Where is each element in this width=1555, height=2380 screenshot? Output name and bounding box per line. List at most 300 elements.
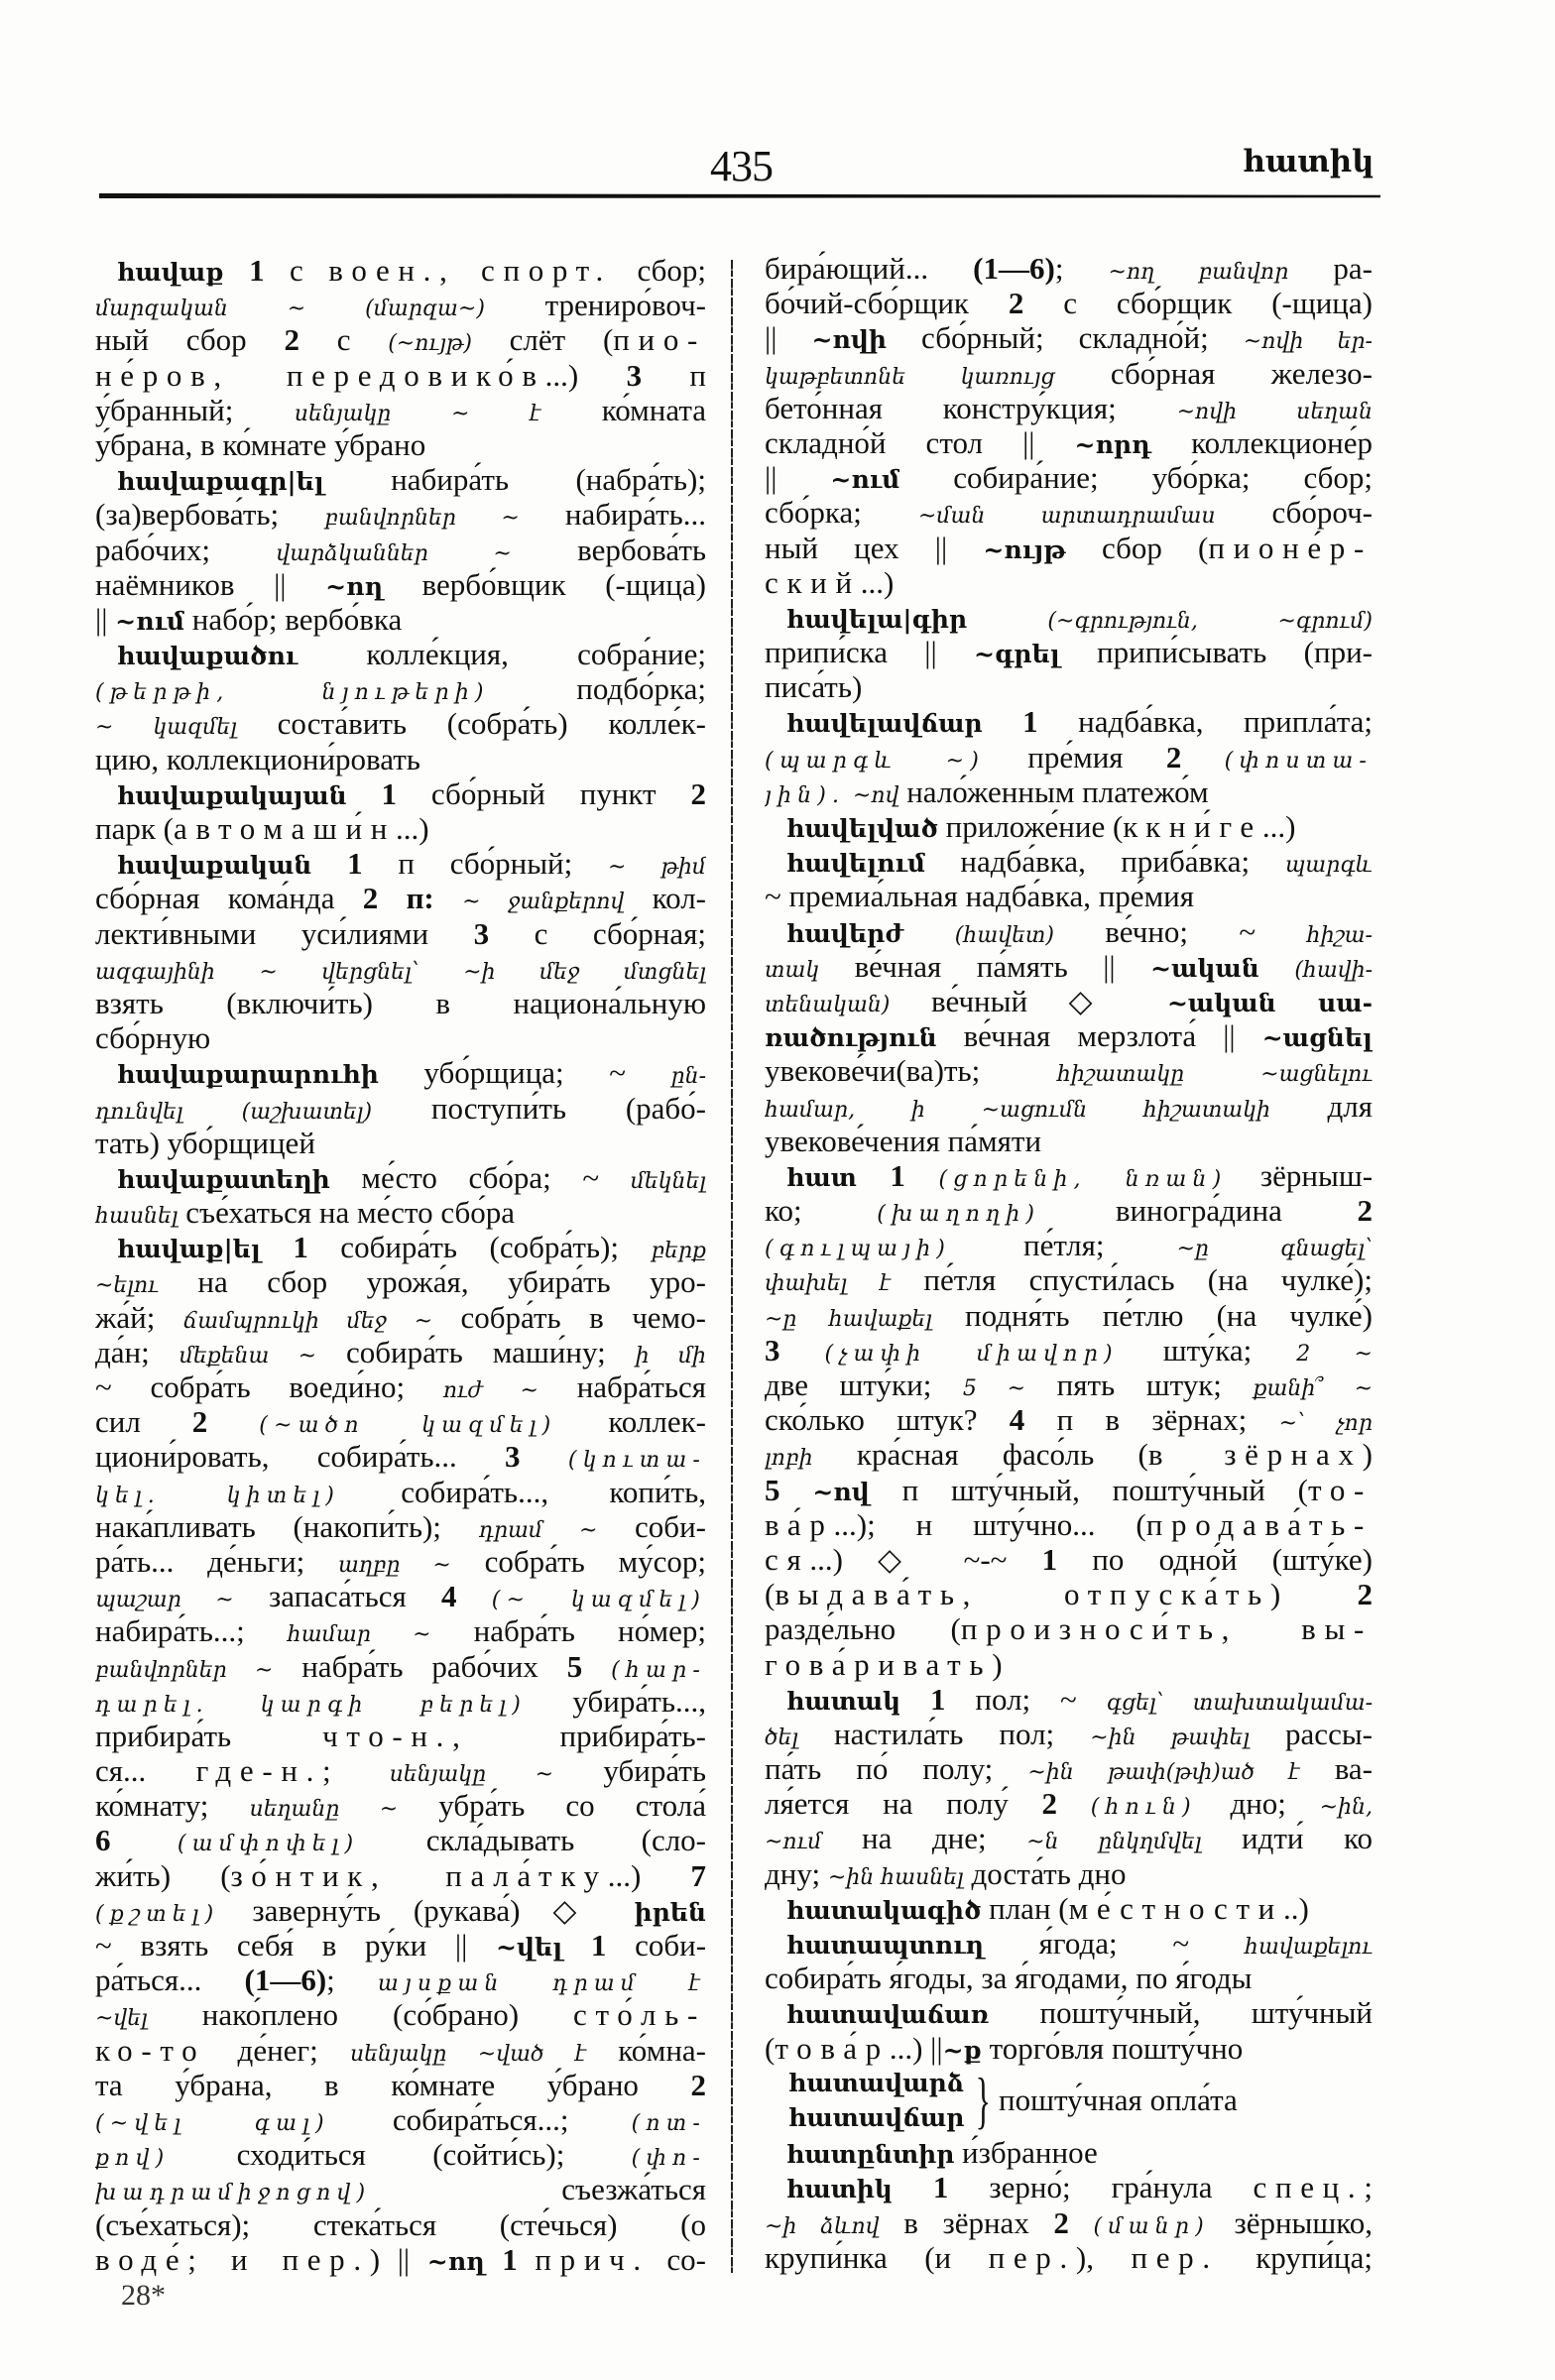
translation-text: на сбор урожа́я, убира́ть уро- xyxy=(158,1264,706,1300)
text-line xyxy=(765,2205,1373,2240)
spaced-text: ко-то xyxy=(95,2032,206,2068)
entry-first-line xyxy=(95,1230,706,1264)
headword: հավաքարարուհի xyxy=(117,1060,379,1090)
translation-text xyxy=(457,1579,492,1613)
text-line xyxy=(95,706,706,741)
text-line xyxy=(95,1369,706,1404)
translation-text: ( xyxy=(765,2030,776,2066)
translation-text: съезжа́ться xyxy=(371,2172,706,2207)
headword: իրեն xyxy=(634,1897,706,1927)
armenian-gloss: (ամփոփել) xyxy=(177,1832,360,1857)
translation-text: взять (включи́ть) в национа́льную xyxy=(95,985,706,1020)
sense-number: 2 xyxy=(191,1404,208,1440)
text-line xyxy=(95,1509,706,1544)
translation-text: сбо́рный пункт xyxy=(397,775,691,811)
translation-text: у́бранный; xyxy=(95,392,295,427)
spaced-text: воде́; и пер. xyxy=(95,2241,370,2277)
entry-first-line xyxy=(95,253,706,288)
sense-number: (1—6) xyxy=(244,1963,327,1998)
translation-text: собра́ть в чемо- xyxy=(432,1299,706,1335)
translation-text: па́ть по́ полу; xyxy=(765,1751,1028,1787)
translation-text: приложе́ние (к xyxy=(937,809,1146,844)
sense-number: 3 xyxy=(765,1332,780,1368)
armenian-example: ~ին հասնել xyxy=(827,1864,964,1890)
headword: ~ք xyxy=(942,2035,982,2065)
armenian-example: (հավետ) xyxy=(954,922,1054,948)
translation-text: с xyxy=(299,322,389,358)
translation-text: убира́ть..., xyxy=(526,1683,706,1719)
spaced-text: ме́стности xyxy=(1068,1890,1283,1926)
text-line xyxy=(95,1963,706,1997)
armenian-example: ուժ ~ xyxy=(442,1378,538,1403)
text-line xyxy=(95,1613,706,1648)
translation-text: цию, коллекциони́ровать xyxy=(95,741,420,776)
translation-text: надба́вка, приба́вка; xyxy=(924,844,1285,880)
translation-text: п xyxy=(642,357,706,393)
translation-text: ...) ◇ ~-~ xyxy=(809,1541,1042,1577)
text-line xyxy=(95,1893,706,1928)
text-line xyxy=(95,602,706,637)
spaced-text: пер. xyxy=(1131,2239,1219,2275)
armenian-example: ~ կազմել xyxy=(95,715,237,741)
translation-text: ся... xyxy=(95,1753,196,1789)
translation-text xyxy=(903,914,954,949)
text-line xyxy=(95,288,706,322)
spaced-text: в зёрнах xyxy=(1147,1437,1363,1473)
headword: հավերժ xyxy=(786,918,904,948)
text-line xyxy=(95,2242,706,2277)
translation-text: || xyxy=(95,601,116,637)
armenian-example: մեքենա ~ xyxy=(179,1343,317,1368)
headword: ~ույթ xyxy=(983,535,1066,564)
translation-text: ...) xyxy=(860,564,895,600)
headword: հավելում xyxy=(786,849,925,879)
text-line xyxy=(95,1264,706,1299)
translation-text: ) xyxy=(1269,1577,1358,1612)
brace-icon: } xyxy=(975,2065,992,2135)
text-line xyxy=(765,251,1373,286)
headword: հավաքական xyxy=(117,851,312,881)
spaced-text: продава́ть- xyxy=(1145,1506,1373,1542)
text-line xyxy=(95,811,706,846)
translation-text: пол; ~ xyxy=(945,1681,1107,1717)
translation-text: жа́й; xyxy=(95,1299,183,1335)
headword: հավաքագր|ել xyxy=(117,467,324,497)
sense-number: 1 xyxy=(311,846,363,882)
headword: հատավարձ xyxy=(788,2068,964,2097)
translation-text: припи́ска || xyxy=(765,635,975,670)
spaced-text: спорт. xyxy=(481,253,612,288)
translation-text: сбо́рка; xyxy=(765,495,918,531)
armenian-example: ~ովի եր- xyxy=(1243,329,1373,355)
text-line xyxy=(765,565,1373,600)
text-line xyxy=(765,984,1373,1018)
headword: ~ում xyxy=(115,606,184,636)
translation-text: ве́чная па́мять || xyxy=(819,948,1151,984)
translation-text: пошту́чная опла́та xyxy=(999,2082,1238,2118)
text-line xyxy=(765,1751,1373,1786)
entry-first-line xyxy=(765,2135,1373,2170)
translation-text: дно; xyxy=(1196,1786,1320,1822)
translation-text: виногра́дина xyxy=(1040,1193,1358,1229)
headword: հավաքատեղի xyxy=(117,1164,330,1194)
translation-text: ра́ться... xyxy=(95,1963,245,1998)
armenian-example: համար, ի ~ացումն հիշատակի xyxy=(765,1097,1270,1123)
translation-text: колле́кция, собра́ние; xyxy=(298,637,706,672)
armenian-gloss: (ոտ- xyxy=(631,2110,706,2136)
translation-text: собира́ть..., копи́ть, xyxy=(339,1474,706,1509)
armenian-example: ~ը գնացել՝ xyxy=(1176,1237,1373,1262)
text-line xyxy=(765,1228,1373,1262)
sense-number: 5 xyxy=(765,1472,780,1507)
armenian-gloss: (փո- xyxy=(631,2146,706,2172)
headword: ~ում xyxy=(830,465,900,495)
translation-text: ва- xyxy=(1299,1751,1373,1787)
armenian-example: ~ին թափել xyxy=(1090,1725,1251,1750)
armenian-example: ըն- xyxy=(670,1064,706,1090)
translation-text: план ( xyxy=(981,1890,1069,1926)
text-line xyxy=(95,1858,706,1893)
translation-text: зерно́; гра́нула xyxy=(948,2170,1254,2205)
translation-text: собира́ться...; xyxy=(329,2101,632,2137)
header-rule xyxy=(99,193,1380,198)
sense-number: 2 xyxy=(1041,1786,1058,1822)
armenian-example: (հավի- xyxy=(1294,957,1373,983)
translation-text: циони́ровать, собира́ть... xyxy=(95,1439,506,1475)
entry-first-line xyxy=(765,1158,1373,1193)
translation-text: вербова́ть xyxy=(511,532,706,567)
translation-text: бо́чий-сбо́рщик xyxy=(765,286,1009,321)
translation-text: ный сбор xyxy=(95,322,285,358)
translation-text: съе́хаться на ме́сто сбо́ра xyxy=(178,1195,515,1231)
translation-text: сбо́рный; складно́й; xyxy=(887,320,1244,356)
text-line xyxy=(765,2240,1373,2275)
entry-first-line xyxy=(765,704,1373,739)
sense-number: 2 п: xyxy=(362,881,434,916)
armenian-gloss: (չափի միավոր) xyxy=(824,1341,1119,1367)
translation-text: ко́мна- xyxy=(586,2032,706,2068)
text-line xyxy=(95,1788,706,1823)
armenian-example: 5 ~ xyxy=(962,1376,1026,1401)
text-line xyxy=(765,460,1373,495)
sense-number: 1 xyxy=(856,1157,905,1193)
armenian-example: աղբը ~ xyxy=(338,1552,451,1578)
text-line xyxy=(765,1473,1373,1507)
translation-text: убо́рщица; ~ xyxy=(378,1055,671,1091)
translation-text: кра́сная фасо́ль ( xyxy=(812,1437,1148,1473)
text-line xyxy=(95,1719,706,1753)
headword: հավաքածու xyxy=(117,642,299,671)
page-number: 435 xyxy=(710,142,773,190)
translation-text: скла́дывать (сло- xyxy=(359,1823,706,1858)
armenian-gloss: դարել. կարգի բերել) xyxy=(95,1692,527,1718)
translation-text: п сбо́рный; xyxy=(362,846,609,882)
spaced-text: то- xyxy=(1308,1472,1373,1507)
headword: հատընտիր xyxy=(786,2140,955,2170)
translation-text: крупи́ца; xyxy=(1218,2239,1373,2275)
text-line xyxy=(95,322,706,357)
text-line xyxy=(95,393,706,427)
sense-number: 2 xyxy=(1165,739,1182,774)
translation-text: ) xyxy=(1362,1437,1373,1473)
text-line xyxy=(95,951,706,986)
translation-text: наёмников || xyxy=(95,566,326,602)
armenian-gloss: (կուտա- xyxy=(567,1448,706,1474)
translation-text: набира́ть...; xyxy=(95,1613,288,1649)
text-line xyxy=(95,1126,706,1160)
translation-text: вербо́вщик (-щица) xyxy=(382,566,706,602)
spaced-text: ся xyxy=(765,1541,810,1577)
text-line xyxy=(95,2102,706,2137)
translation-text: две шту́ки; xyxy=(765,1368,963,1402)
sense-number: 4 xyxy=(1009,1402,1025,1438)
translation-text: (съе́хаться); стека́ться (сте́чься) (о xyxy=(95,2206,706,2242)
translation-text: рабо́чих; xyxy=(95,532,277,567)
text-line xyxy=(765,1507,1373,1542)
armenian-example: ~վել xyxy=(95,2006,148,2032)
armenian-example: ~ին, xyxy=(1319,1795,1373,1821)
text-line xyxy=(95,2207,706,2242)
spaced-text: това́р xyxy=(775,2030,890,2066)
entry-first-line xyxy=(95,846,706,881)
translation-text: да́н; xyxy=(95,1334,179,1369)
headword: ~ովի xyxy=(811,325,888,355)
headword: հավաքակայան xyxy=(117,780,347,810)
translation-text xyxy=(845,774,853,809)
text-line xyxy=(765,531,1373,565)
spaced-text: произноси́ть, вы- xyxy=(960,1611,1373,1647)
text-line xyxy=(95,2137,706,2172)
translation-text: убира́ть xyxy=(553,1753,706,1789)
entry-first-line xyxy=(95,1055,706,1090)
headword: հավելված xyxy=(786,814,938,843)
translation-text: п шту́чный, пошту́чный ( xyxy=(869,1472,1308,1507)
translation-text: сбо́роч- xyxy=(1215,495,1373,531)
armenian-example: սենյակը ~ է xyxy=(294,401,541,426)
translation-text: заверну́ть (рукава́) ◇ xyxy=(219,1892,635,1928)
armenian-example: դունվել (աշխատել) xyxy=(95,1099,373,1125)
text-line xyxy=(765,1368,1373,1402)
text-line xyxy=(765,1647,1373,1682)
translation-text: набра́ться xyxy=(538,1369,706,1404)
translation-text: зёрнышко, xyxy=(1209,2204,1373,2240)
translation-text: по одно́й (шту́ке) xyxy=(1057,1541,1373,1577)
translation-text: ; xyxy=(1364,2170,1373,2205)
translation-text: сходи́ться (сойти́сь); xyxy=(170,2137,632,2173)
armenian-gloss: (~ածո կազմել) xyxy=(259,1413,557,1439)
spaced-text: спец. xyxy=(1253,2170,1365,2205)
armenian-example: տակ xyxy=(765,957,820,983)
armenian-example: հիշատակը ~ացնելու xyxy=(1057,1062,1373,1088)
translation-text: нака́пливать (накопи́ть); xyxy=(95,1508,479,1544)
spaced-text: пио- xyxy=(613,322,706,358)
translation-text xyxy=(905,1158,939,1193)
translation-text: ра́ть... де́ньги; xyxy=(95,1543,339,1579)
text-line xyxy=(95,916,706,951)
entry-first-line xyxy=(765,914,1373,949)
translation-text: ; xyxy=(326,1963,378,1998)
text-line xyxy=(95,671,706,706)
translation-text: пе́тля; xyxy=(951,1228,1177,1263)
translation-text: коллек- xyxy=(556,1404,706,1440)
text-line xyxy=(765,1577,1373,1611)
armenian-example: սենյակը ~ված է xyxy=(349,2041,587,2067)
translation-text: с сбо́рная; xyxy=(489,915,706,951)
brace-headwords xyxy=(788,2066,964,2135)
text-line xyxy=(95,986,706,1020)
text-line xyxy=(95,1091,706,1126)
spaced-text: не́ров, передовико́в xyxy=(95,357,545,393)
translation-text: || xyxy=(765,460,831,496)
sense-number: 3 xyxy=(626,357,643,393)
armenian-example: ~ ջանքերով xyxy=(462,890,625,915)
translation-text: слёт ( xyxy=(471,322,614,358)
translation-text: идти́ ко xyxy=(1201,1821,1373,1856)
text-line xyxy=(765,320,1373,355)
armenian-example: ազգայինի ~ վերցնել՝ ~ի մեջ մտցնել xyxy=(95,959,706,985)
text-line xyxy=(95,1579,706,1613)
armenian-gloss: խադրամիջոցով) xyxy=(95,2181,372,2206)
armenian-example: ~ով xyxy=(852,782,899,808)
translation-text: ...) xyxy=(544,357,627,393)
translation-text: де́нег; xyxy=(205,2032,350,2068)
sense-number: 1 xyxy=(562,1928,607,1963)
translation-text xyxy=(1069,2205,1094,2240)
translation-text: трениро́воч- xyxy=(484,288,706,323)
headword: ~ով xyxy=(812,1477,870,1506)
translation-text: и́збранное xyxy=(954,2135,1098,2171)
text-line xyxy=(95,881,706,915)
armenian-example: ճամպրուկի մեջ ~ xyxy=(182,1308,432,1334)
translation-text: я́года; ~ xyxy=(983,1926,1245,1961)
text-line xyxy=(95,2068,706,2102)
translation-text xyxy=(518,2242,536,2277)
column-left xyxy=(95,253,706,2277)
armenian-example: պարգև xyxy=(1284,853,1373,879)
translation-text: (за)вербова́ть; xyxy=(95,497,325,533)
headword: ~որդ xyxy=(1074,429,1152,459)
text-line xyxy=(95,1823,706,1857)
armenian-example: սեղանը ~ xyxy=(249,1797,399,1823)
translation-text: увекове́чи(ва)ть; xyxy=(765,1053,1058,1089)
headword: ~ացնել xyxy=(1261,1023,1373,1053)
text-line xyxy=(95,427,706,462)
armenian-example: (~գրություն, ~գրում) xyxy=(1047,608,1373,634)
entry-first-line xyxy=(765,1995,1373,2030)
translation-text: ля́ется на полу́ xyxy=(765,1786,1042,1822)
translation-text: пе́тля спусти́лась (на чулке́); xyxy=(891,1262,1373,1298)
text-line xyxy=(95,1300,706,1335)
text-line xyxy=(765,669,1373,704)
translation-text: подбо́рка; xyxy=(489,671,706,707)
entry-first-line xyxy=(765,844,1373,879)
sense-number: 1 xyxy=(260,1230,308,1265)
sense-number: 2 xyxy=(1053,2204,1069,2240)
text-line xyxy=(765,1821,1373,1855)
translation-text: запаса́ться xyxy=(233,1579,441,1614)
spaced-text: воен., xyxy=(328,253,456,288)
translation-text: пять штук; xyxy=(1025,1368,1254,1402)
sense-number: 1 xyxy=(484,2241,518,2277)
translation-text: в зёрнах xyxy=(879,2204,1054,2240)
translation-text: бето́нная констру́кция; xyxy=(765,390,1177,425)
translation-text: собира́ть я́годы, за я́годами, по я́годы xyxy=(765,1961,1253,1996)
headword: հավաք xyxy=(117,258,224,287)
text-line xyxy=(765,635,1373,669)
translation-text: ; xyxy=(1054,251,1109,286)
translation-text: у́брана, в ко́мнате у́брано xyxy=(95,426,426,462)
armenian-example: ~ելու xyxy=(95,1273,159,1299)
translation-text: набра́ть рабо́чих xyxy=(273,1648,567,1684)
translation-text: собира́ние; убо́рка; сбор; xyxy=(899,460,1373,496)
text-line xyxy=(95,497,706,532)
translation-text xyxy=(521,1439,568,1474)
translation-text: складно́й стол || xyxy=(765,424,1075,460)
armenian-gloss: այսքան դրամ է xyxy=(377,1971,706,1997)
armenian-example: ~ովի սեղան xyxy=(1176,399,1373,424)
armenian-gloss: (քշտել) xyxy=(95,1901,220,1927)
armenian-gloss: (մանր) xyxy=(1093,2213,1210,2239)
text-line xyxy=(765,1786,1373,1821)
armenian-example: ~՝ չոր xyxy=(1278,1411,1373,1437)
sense-number: 3 xyxy=(473,915,490,951)
entry-first-line xyxy=(765,1926,1373,1961)
column-divider xyxy=(731,260,733,2273)
translation-text: поступи́ть (рабо́- xyxy=(372,1090,706,1126)
spaced-text: гова́ривать xyxy=(765,1646,993,1682)
spaced-text: сто́ль- xyxy=(573,1997,706,2033)
translation-text xyxy=(111,1823,178,1857)
text-line xyxy=(765,1018,1373,1053)
text-line xyxy=(95,742,706,776)
entry-first-line xyxy=(95,776,706,811)
armenian-example: մեկնել xyxy=(630,1168,706,1194)
armenian-gloss: (պարգև ~) xyxy=(765,748,985,774)
translation-text: убра́ть со стола́ xyxy=(398,1788,706,1824)
armenian-example: լոբի xyxy=(765,1446,813,1472)
armenian-example: 2 ~ xyxy=(1296,1341,1373,1367)
sense-number: 4 xyxy=(441,1579,457,1614)
entry-first-line xyxy=(765,1682,1373,1717)
entry-first-line xyxy=(95,637,706,671)
translation-text: дну; xyxy=(765,1855,828,1891)
spaced-text: где-н.; xyxy=(195,1753,340,1789)
translation-text: шту́ка; xyxy=(1118,1332,1297,1368)
armenian-example: գցել՝ տախտակամա- xyxy=(1106,1690,1373,1716)
armenian-gloss: (հար- xyxy=(611,1657,706,1683)
armenian-example: հիշա- xyxy=(1306,922,1373,948)
translation-text: с xyxy=(290,253,329,288)
translation-text: торго́вля пошту́чно xyxy=(981,2030,1244,2066)
spaced-text: выдава́ть, отпуска́ть xyxy=(775,1577,1270,1612)
translation-text: ме́сто сбо́ра; ~ xyxy=(329,1159,631,1195)
sense-number: 1 xyxy=(1041,1541,1058,1577)
armenian-example: բանվորներ ~ xyxy=(324,506,520,532)
headword: ~վել xyxy=(496,1933,563,1962)
translation-text: бира́ющий... xyxy=(765,251,974,286)
translation-text: лекти́вными уси́лиями xyxy=(95,915,474,951)
translation-text xyxy=(434,881,462,915)
entry-first-line xyxy=(95,1160,706,1195)
translation-text: коллекционе́р xyxy=(1151,424,1373,460)
armenian-gloss: (գուլպայի) xyxy=(765,1237,952,1262)
translation-text: ...) || xyxy=(889,2030,943,2066)
translation-text: со- xyxy=(649,2241,706,2277)
translation-text: ско́лько штук? xyxy=(765,1402,1010,1438)
text-line xyxy=(765,425,1373,460)
armenian-example: ~ման արտադրամաս xyxy=(917,504,1216,530)
armenian-gloss: (ցորենի, նռան) xyxy=(938,1166,1228,1192)
